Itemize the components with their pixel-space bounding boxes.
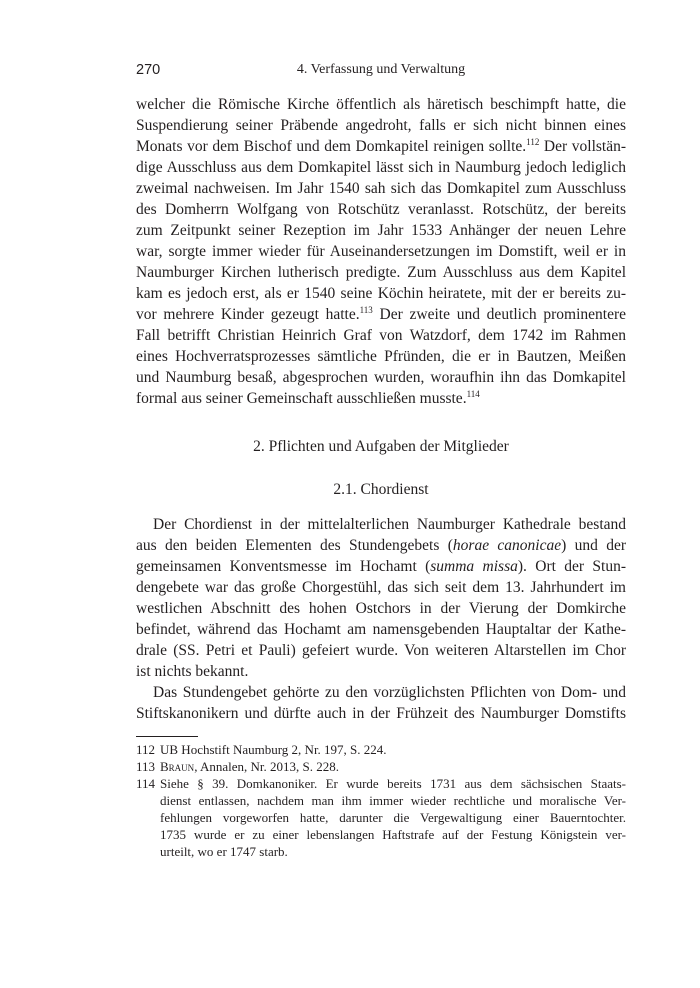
footnote-114	[136, 775, 626, 860]
text-line: war, sorgte immer wieder für Auseinandersetzungen im Domstift, weil er in	[136, 243, 626, 260]
text-run: , Annalen, Nr. 2013, S. 228.	[194, 759, 339, 774]
text-line: zum Zeitpunkt seiner Rezeption im Jahr 1533 Anhänger der neuen Lehre	[136, 222, 626, 239]
footnotes	[136, 741, 626, 860]
running-head	[136, 62, 626, 84]
text-line: dengebete war das große Chorgestühl, das sich seit dem 13. Jahrhundert im	[136, 579, 626, 596]
footnote-text: Siehe § 39. Domkanoniker. Er wurde bereits 1731 aus dem sächsischen Staats-	[160, 776, 626, 791]
footnote-ref-114[interactable]: 114	[466, 389, 480, 399]
footnote-text: urteilt, wo er 1747 starb.	[160, 844, 288, 859]
italic-term: summa missa	[430, 558, 518, 575]
text-line: westlichen Abschnitt des hohen Ostchors in der Vierung der Domkirche	[136, 600, 626, 617]
body-paragraph-2	[136, 514, 626, 724]
page-number: 270	[136, 62, 161, 78]
footnote-number: 113	[136, 759, 156, 774]
text-run: Der zweite und deutlich prominentere	[372, 306, 626, 323]
footnote-text: fehlungen vorgeworfen hatte, darunter die Vergewaltigung einer Bauerntochter.	[160, 810, 626, 825]
text-run: Monats vor dem Bischof und dem Domkapitel reinigen sollte.	[136, 138, 527, 155]
text-line: Suspendierung seiner Präbende angedroht, falls er sich nicht binnen eines	[136, 117, 626, 134]
footnote-ref-112[interactable]: 112	[526, 137, 540, 147]
text-run: vor mehrere Kinder gezeugt hatte.	[136, 306, 360, 323]
text-line: dige Ausschluss aus dem Domkapitel lässt sich in Naumburg jedoch lediglich	[136, 159, 626, 176]
footnote-113	[136, 758, 626, 775]
text-run: ) und der	[561, 537, 626, 554]
subsection-heading: 2.1. Chordienst	[333, 481, 429, 498]
text-line: Naumburger Kirchen lutherisch predigte. Zum Ausschluss aus dem Kapitel	[136, 264, 626, 281]
text-line: drale (SS. Petri et Pauli) gefeiert wurde. Von weiteren Altarstellen im Chor	[136, 642, 626, 659]
chapter-title: 4. Verfassung und Verwaltung	[296, 62, 466, 77]
text-line	[136, 556, 626, 577]
text-run: aus den beiden Elementen des Stundengebets (	[136, 537, 453, 554]
text-line: Fall betrifft Christian Heinrich Graf von Watzdorf, dem 1742 im Rahmen	[136, 327, 626, 344]
footnote-divider	[136, 736, 198, 737]
text-line: kam es jedoch erst, als er 1540 seine Köchin heiratete, mit der er bereits zu-	[136, 285, 626, 302]
text-line	[136, 136, 626, 157]
footnote-text: 1735 wurde er zu einer lebenslangen Haftstrafe auf der Festung Königstein ver-	[160, 827, 626, 842]
text-line: befindet, während das Hochamt am namensgebenden Hauptaltar der Kathe-	[136, 621, 626, 638]
text-line: Der Chordienst in der mittelalterlichen Naumburger Kathedrale bestand	[153, 516, 626, 533]
section-heading: 2. Pflichten und Aufgaben der Mitglieder	[253, 438, 509, 455]
text-line: Stiftskanonikern und dürfte auch in der Frühzeit des Naumburger Domstifts	[136, 705, 626, 722]
text-line	[136, 535, 626, 556]
footnote-text	[160, 758, 626, 775]
text-line	[136, 304, 626, 325]
body-paragraph-1	[136, 94, 626, 409]
text-line: eines Hochverratsprozesses sämtliche Pfründen, die er in Bautzen, Meißen	[136, 348, 626, 365]
footnote-ref-113[interactable]: 113	[359, 305, 373, 315]
text-run: Der vollstän-	[539, 138, 627, 155]
text-line	[136, 388, 626, 409]
italic-term: horae canonicae	[452, 537, 562, 554]
text-run: formal aus seiner Gemeinschaft ausschließen musste.	[136, 390, 467, 407]
text-line: ist nichts bekannt.	[136, 663, 249, 680]
text-run: gemeinsamen Konventsmesse im Hochamt (	[136, 558, 431, 575]
footnote-text: dienst entlassen, nachdem man ihm immer wieder rechtliche und moralische Ver-	[160, 793, 626, 808]
footnote-112	[136, 741, 626, 758]
footnote-text: UB Hochstift Naumburg 2, Nr. 197, S. 224.	[160, 742, 387, 757]
text-line: zweimal nachweisen. Im Jahr 1540 sah sich das Domkapitel zum Ausschluss	[136, 180, 626, 197]
footnote-number: 112	[136, 742, 156, 757]
author-name: Braun	[160, 759, 195, 774]
text-run: ). Ort der Stun-	[517, 558, 626, 575]
text-line: und Naumburg besaß, abgesprochen wurden, woraufhin ihn das Domkapitel	[136, 369, 626, 386]
text-line: des Domherrn Wolfgang von Rotschütz veranlasst. Rotschütz, der bereits	[136, 201, 626, 218]
text-line: welcher die Römische Kirche öffentlich als häretisch beschimpft hatte, die	[136, 96, 626, 113]
text-line: Das Stundengebet gehörte zu den vorzüglichsten Pflichten von Dom- und	[153, 684, 626, 701]
footnote-number: 114	[136, 776, 156, 791]
